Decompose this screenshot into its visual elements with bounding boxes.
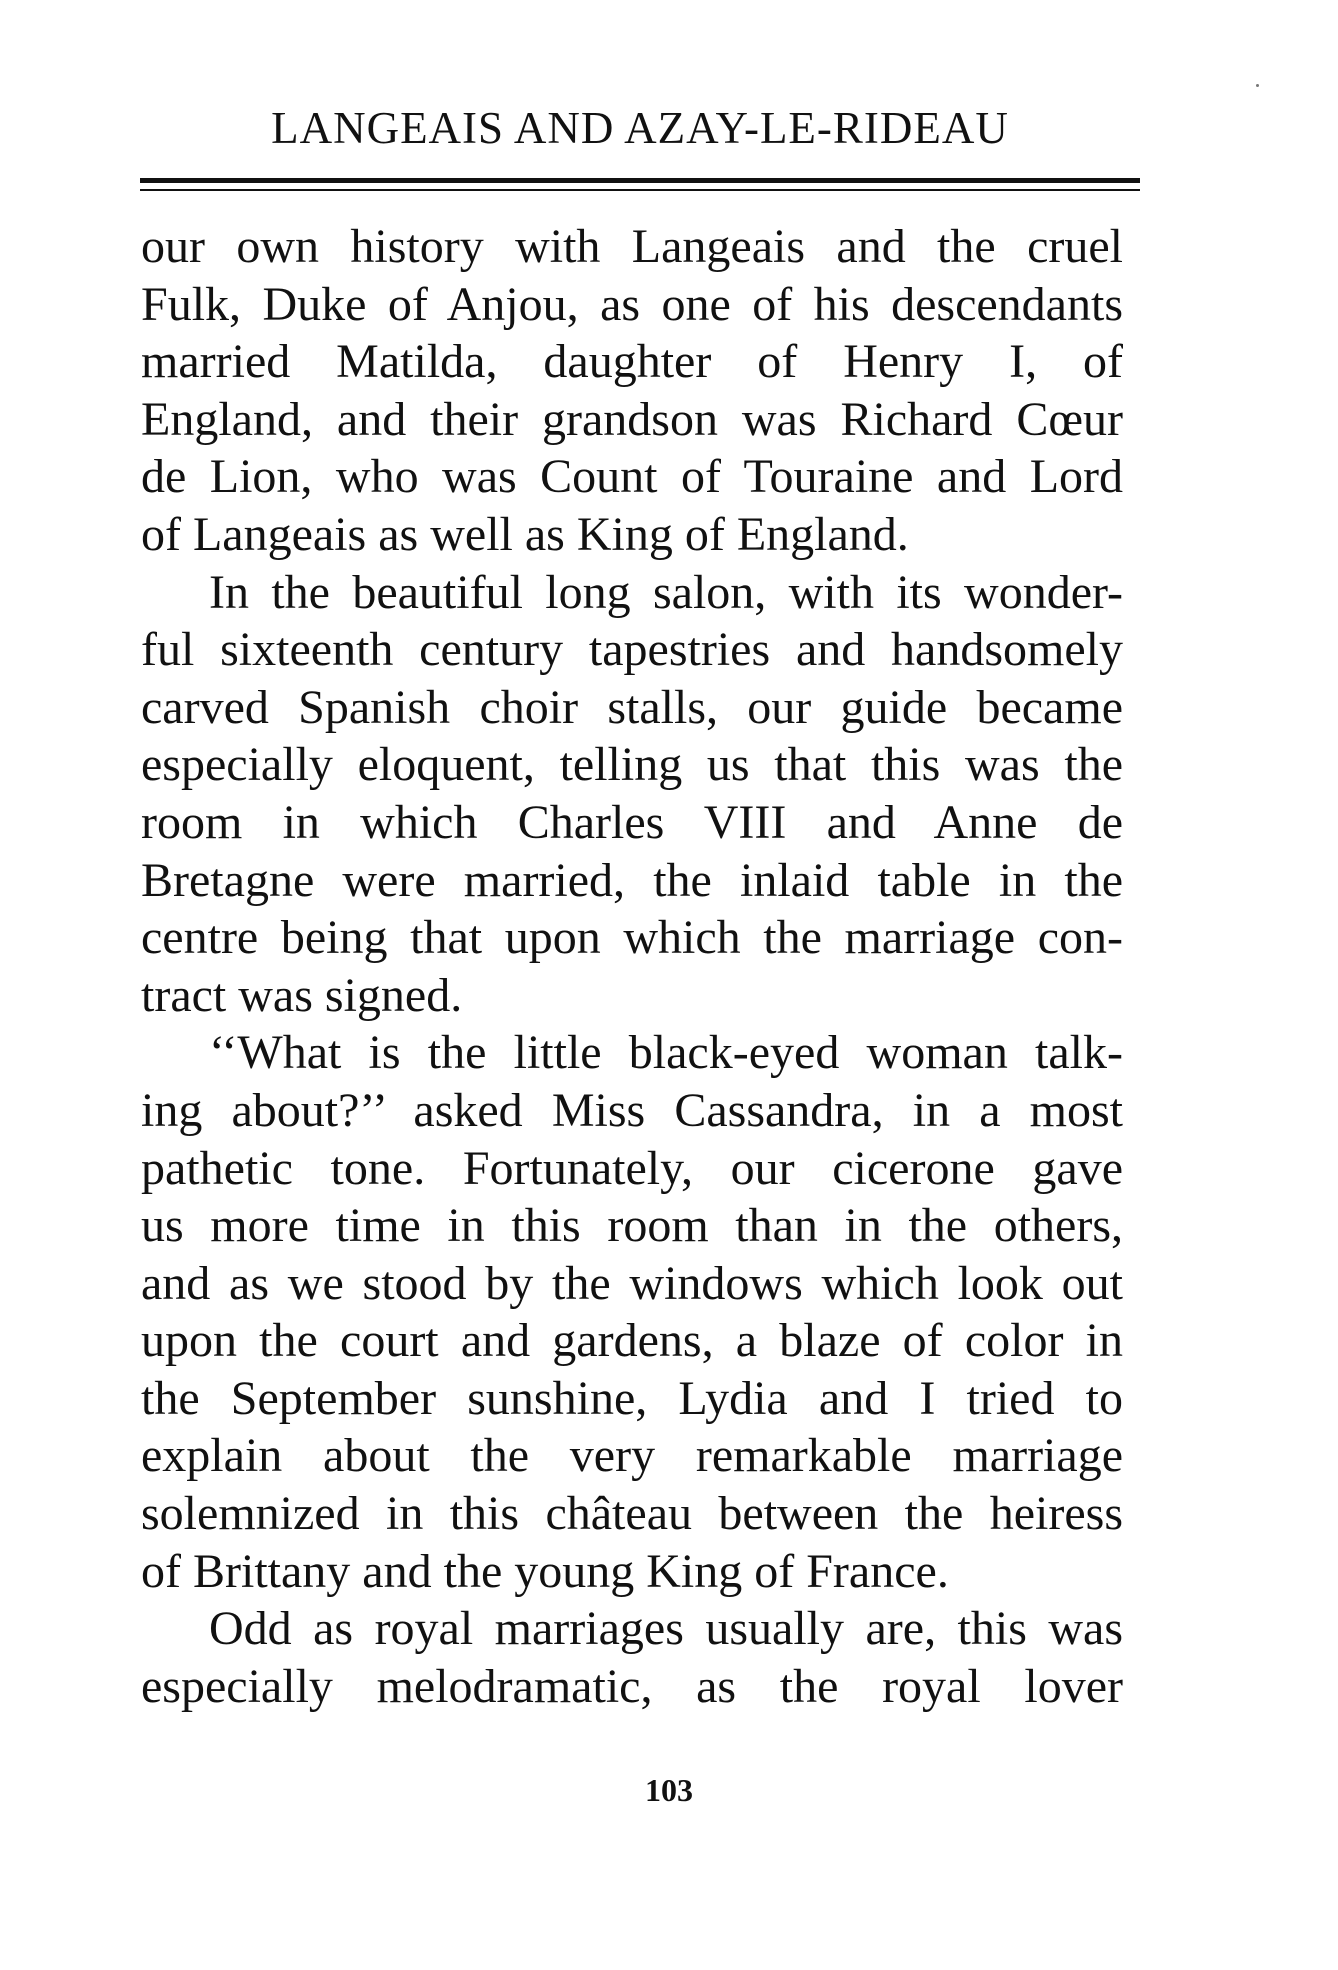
header-rule-thick [140,178,1140,183]
text-line: us more time in this room than in the others, [141,1199,1123,1253]
text-line: tract was signed. [141,968,463,1022]
header-rule-thin [140,189,1140,191]
text-line: ing about?’’ asked Miss Cassandra, in a most [141,1083,1123,1137]
text-line: upon the court and gardens, a blaze of color in [141,1314,1123,1368]
running-head: LANGEAIS AND AZAY-LE-RIDEAU [271,103,1009,153]
paragraph-start-line: ‘‘What is the little black-eyed woman talk- [209,1026,1123,1080]
text-line: and as we stood by the windows which look out [141,1256,1123,1310]
text-line: carved Spanish choir stalls, our guide became [141,680,1123,734]
text-line: pathetic tone. Fortunately, our cicerone gave [141,1141,1123,1195]
text-line: de Lion, who was Count of Touraine and Lord [141,450,1123,504]
text-line: the September sunshine, Lydia and I tried to [141,1371,1123,1425]
text-line: England, and their grandson was Richard Cœur [141,392,1123,446]
text-line: especially eloquent, telling us that this was the [141,738,1123,792]
text-line: married Matilda, daughter of Henry I, of [141,335,1123,389]
text-line: of Brittany and the young King of France. [141,1544,949,1598]
page-number: 103 [645,1772,693,1808]
text-line: of Langeais as well as King of England. [141,507,909,561]
paragraph-start-line: Odd as royal marriages usually are, this was [209,1602,1123,1656]
body-text [141,218,1123,1715]
text-line: Fulk, Duke of Anjou, as one of his descendants [141,277,1123,331]
text-line: solemnized in this château between the heiress [141,1487,1123,1541]
text-line: room in which Charles VIII and Anne de [141,795,1123,849]
paper-speck [1256,84,1259,87]
text-line: centre being that upon which the marriage con- [141,911,1123,965]
text-line: our own history with Langeais and the cruel [141,220,1123,273]
text-line: Bretagne were married, the inlaid table in the [141,853,1123,907]
text-line: ful sixteenth century tapestries and handsomely [141,623,1123,677]
text-line: especially melodramatic, as the royal lover [141,1659,1123,1713]
paragraph-start-line: In the beautiful long salon, with its wonder- [209,565,1123,619]
text-line: explain about the very remarkable marriage [141,1429,1123,1483]
